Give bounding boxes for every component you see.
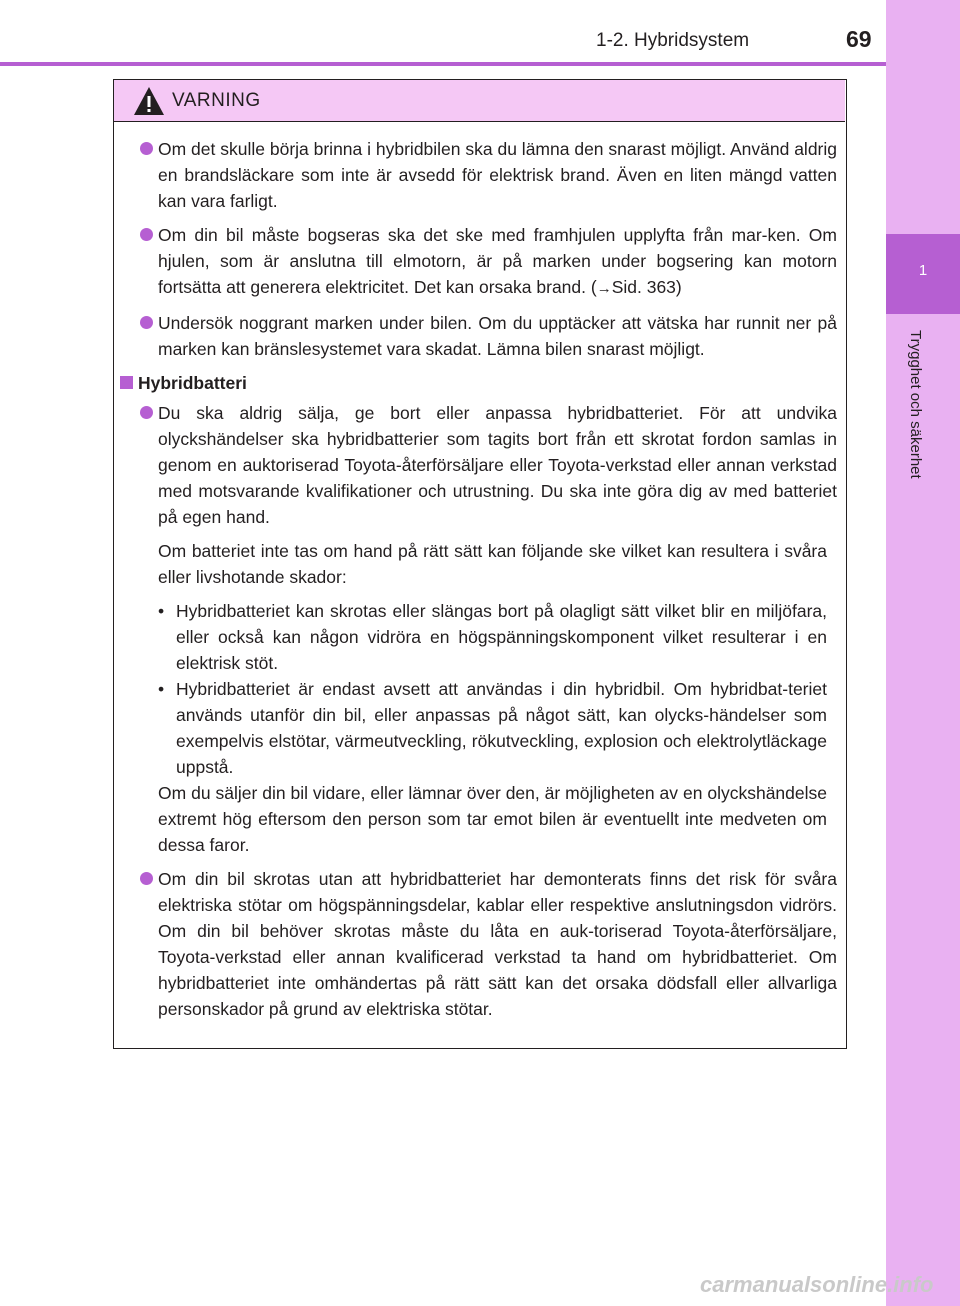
bullet-icon: [140, 406, 153, 419]
item-text: Om din bil skrotas utan att hybridbatteriet har demonterats finns det risk för svåra elektriska stötar om högspänningsdelar, kablar eller respektive anslutningsdon vidrörs. Om din bil behöver skrotas måste du låta en auk-toriserad Toyota-återförsäljare, Toyota-verkstad eller annan kvalificerad verkstad ta hand om hybridbatteriet. Om hybridbatteriet inte omhändertas på rätt sätt kan det orsaka dödsfall eller allvarliga personskador på grund av elektriska stötar.: [158, 869, 837, 1019]
list-item: [114, 400, 845, 530]
sub-list-item: [114, 676, 845, 780]
warning-title: VARNING: [172, 90, 261, 111]
subheading-text: Hybridbatteri: [138, 373, 247, 393]
chapter-number: 1: [918, 262, 928, 279]
subheading: [114, 370, 845, 396]
battery-paragraph: Om batteriet inte tas om hand på rätt sätt kan följande ske vilket kan resultera i svåra eller livshotande skador:: [158, 541, 827, 587]
section-title: 1-2. Hybridsystem: [596, 30, 750, 51]
dot-bullet: •: [158, 679, 165, 699]
item-text: Om din bil måste bogseras ska det ske med framhjulen upplyfta från mar-ken. Om hjulen, som är anslutna till elmotorn, är på marken under bogsering kan motorn fortsätta att generera elektricitet. Det kan orsaka brand.: [158, 225, 837, 297]
item-text: Om det skulle börja brinna i hybridbilen ska du lämna den snarast möjligt. Använd aldrig en brandsläckare som inte är avsedd för elektrisk brand. Även en liten mängd vatten kan vara farligt.: [158, 139, 837, 211]
warning-header: [114, 80, 845, 122]
bullet-icon: [140, 142, 153, 155]
bullet-icon: [140, 872, 153, 885]
warning-box: [113, 79, 847, 1049]
sub-list-item: [114, 598, 845, 676]
chapter-label: Trygghet och säkerhet: [907, 330, 924, 479]
chapter-side-tab: [886, 0, 960, 1306]
page-number: 69: [846, 26, 872, 52]
item-text: Undersök noggrant marken under bilen. Om du upptäcker att vätska har runnit ner på marken kan bränslesystemet vara skadat. Lämna bilen snarast möjligt.: [158, 313, 837, 359]
list-item: [114, 866, 845, 1022]
sub-item-text: Hybridbatteriet kan skrotas eller slängas bort på olagligt sätt vilket blir en miljöfara, eller också kan någon vidröra en högspänningskomponent vilket resulterar i en elektrisk stöt.: [176, 601, 827, 673]
square-bullet-icon: [120, 376, 133, 389]
warning-triangle-icon: [132, 85, 166, 117]
list-item: Om din bil måste bogseras ska det ske med framhjulen upplyfta från mar-ken. Om hjulen, som är anslutna till elmotorn, är på marken under bogsering kan motorn fortsätta att generera elektricitet. Det kan orsaka brand. (→Sid. 363): [114, 222, 845, 302]
bullet-icon: [140, 228, 153, 241]
watermark: carmanualsonline.info: [700, 1272, 934, 1297]
bullet-icon: [140, 316, 153, 329]
dot-bullet: •: [158, 601, 165, 621]
header-rule: [0, 62, 890, 66]
list-item: [114, 310, 845, 362]
item-text: Du ska aldrig sälja, ge bort eller anpassa hybridbatteriet. För att undvika olyckshändelser ska hybridbatterier som tagits bort från ett skrotat fordon samlas in genom en auktoriserad Toyota-återförsäljare eller Toyota-verkstad eller annan verkstad med motsvarande kvalifikationer och utrustning. Du ska inte göra dig av med batteriet på egen hand.: [158, 403, 837, 527]
battery-paragraph-2: Om du säljer din bil vidare, eller lämnar över den, är möjligheten av en olyckshändelse extremt hög eftersom den person som tar emot bilen är eventuellt inte medveten om dessa faror.: [158, 783, 827, 855]
list-item: [114, 136, 845, 214]
arrow-icon: →: [596, 280, 612, 297]
page-reference-link[interactable]: Sid. 363: [611, 277, 676, 297]
sub-item-text: Hybridbatteriet är endast avsett att användas i din hybridbil. Om hybridbat-teriet används utanför din bil, eller anpassas på något sätt, kan olycks-händelser som exempelvis elstötar, värmeutveckling, rökutveckling, explosion och elektrolytläckage uppstå.: [176, 679, 827, 777]
warning-content: [114, 136, 845, 1030]
